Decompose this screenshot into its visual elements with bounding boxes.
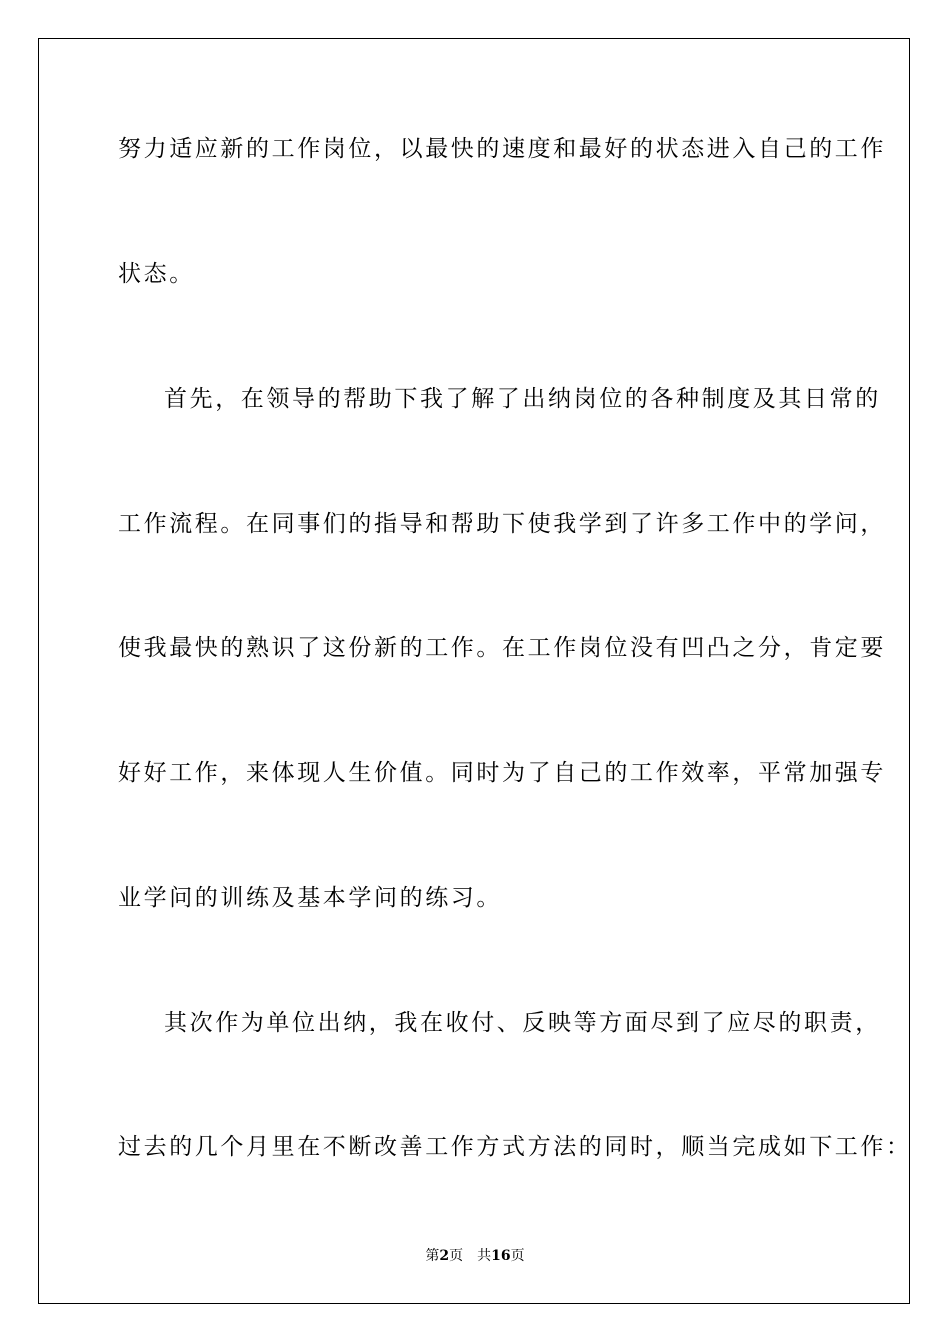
body-line-8: 其次作为单位出纳，我在收付、反映等方面尽到了应尽的职责， (164, 1010, 881, 1036)
footer-page-suffix: 页 (449, 1248, 464, 1264)
footer-total-prefix: 共 (477, 1248, 492, 1264)
footer-page-number: 2 (439, 1248, 450, 1264)
body-line-4: 工作流程。在同事们的指导和帮助下使我学到了许多工作中的学问， (118, 511, 886, 537)
footer-total-suffix: 页 (510, 1248, 525, 1264)
body-line-9: 过去的几个月里在不断改善工作方式方法的同时，顺当完成如下工作： (118, 1134, 912, 1160)
body-line-5: 使我最快的熟识了这份新的工作。在工作岗位没有凹凸之分，肯定要 (118, 635, 886, 661)
page-footer (0, 1247, 950, 1265)
footer-page-prefix: 第 (425, 1248, 440, 1264)
body-line-1: 努力适应新的工作岗位，以最快的速度和最好的状态进入自己的工作 (118, 136, 886, 162)
page-frame (38, 38, 910, 1304)
body-line-7: 业学问的训练及基本学问的练习。 (118, 885, 502, 911)
footer-total-pages: 16 (491, 1248, 511, 1264)
body-line-6: 好好工作，来体现人生价值。同时为了自己的工作效率，平常加强专 (118, 760, 886, 786)
body-line-3: 首先，在领导的帮助下我了解了出纳岗位的各种制度及其日常的 (164, 386, 881, 412)
body-line-2: 状态。 (118, 261, 195, 287)
